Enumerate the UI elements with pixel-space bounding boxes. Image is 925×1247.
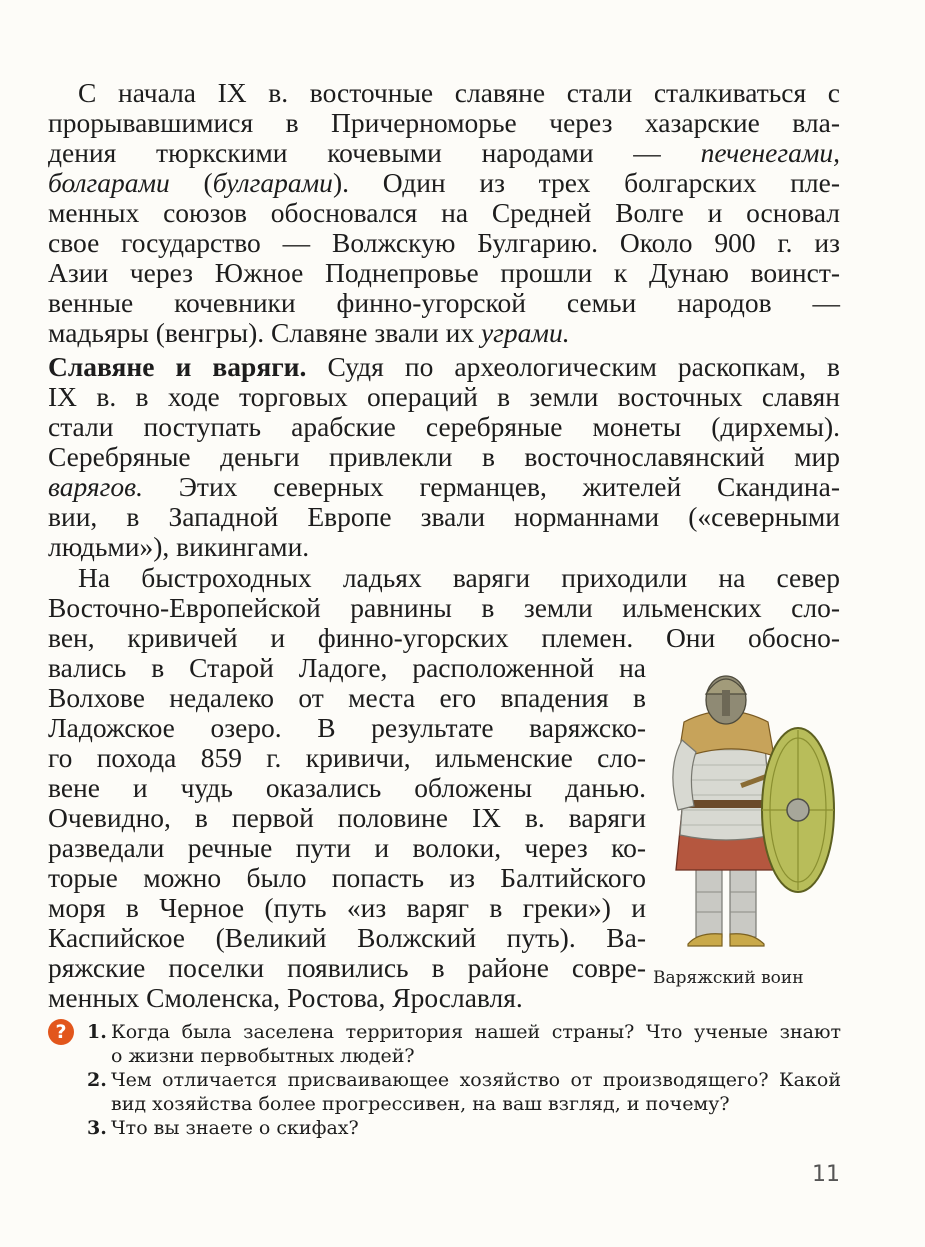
text-line: Восточно-Европейской равнины в земли ильменских сло- <box>48 592 840 623</box>
text-line: Ладожское озеро. В результате варяжско- <box>48 712 646 743</box>
text-line: разведали речные пути и волоки, через ко- <box>48 832 646 863</box>
text-line: го похода 859 г. кривичи, ильменские сло- <box>48 742 646 773</box>
text-line: торые можно было попасть из Балтийского <box>48 862 646 893</box>
text-line: людьми»), викингами. <box>48 531 310 562</box>
text-line: менных Смоленска, Ростова, Ярославля. <box>48 982 523 1013</box>
term-varyagi: варягов. <box>48 471 143 502</box>
text-line: вии, в Западной Европе звали норманнами («северными <box>48 501 840 532</box>
text-line: стали поступать арабские серебряные монеты (дирхемы). <box>48 411 840 442</box>
text-line: мадьяры (венгры). Славяне звали их уграми. <box>48 317 570 348</box>
varangian-warrior-illustration <box>648 660 838 958</box>
text-line: С начала IX в. восточные славяне стали сталкиваться с <box>78 77 840 108</box>
text-line: варягов. Этих северных германцев, жителей Скандина- <box>48 471 840 502</box>
text-line: вен, кривичей и финно-угорских племен. Они обосно- <box>48 622 840 653</box>
text-line: прорывавшимися в Причерноморье через хазарские вла- <box>48 107 840 138</box>
question-1-continued: о жизни первобытных людей? <box>111 1045 415 1067</box>
question-2: 2. Чем отличается присваивающее хозяйство от производящего? Какой <box>87 1069 841 1091</box>
text-line: Волхове недалеко от места его впадения в <box>48 682 646 713</box>
text-line: вене и чудь оказались обложены данью. <box>48 772 646 803</box>
question-icon: ? <box>48 1019 74 1045</box>
text-line: свое государство — Волжскую Булгарию. Около 900 г. из <box>48 227 840 258</box>
text-line: IX в. в ходе торговых операций в земли восточных славян <box>48 381 840 412</box>
text-line: моря в Черное (путь «из варяг в греки») и <box>48 892 646 923</box>
question-1: 1. Когда была заселена территория нашей страны? Что ученые знают <box>87 1021 841 1043</box>
text-line: Славяне и варяги. Судя по археологическим раскопкам, в <box>48 351 840 382</box>
term-pechenegi: печенегами, <box>700 137 840 168</box>
text-line: Очевидно, в первой половине IX в. варяги <box>48 802 646 833</box>
term-ugry: уграми. <box>480 317 570 348</box>
term-bulgary: булгарами <box>212 167 333 198</box>
question-3: 3. Что вы знаете о скифах? <box>87 1117 359 1139</box>
text-line: менных союзов обосновался на Средней Волге и основал <box>48 197 840 228</box>
term-bolgary: болгарами <box>48 167 170 198</box>
text-line: На быстроходных ладьях варяги приходили на север <box>78 562 840 593</box>
text-line: болгарами (булгарами). Один из трех болгарских пле- <box>48 167 841 198</box>
text-line: дения тюркскими кочевыми народами — печенегами, <box>48 137 840 168</box>
question-2-continued: вид хозяйства более прогрессивен, на ваш взгляд, и почему? <box>111 1093 730 1115</box>
text-line: вались в Старой Ладоге, расположенной на <box>48 652 646 683</box>
illustration-caption: Варяжский воин <box>653 968 804 988</box>
section-heading: Славяне и варяги. <box>48 351 307 382</box>
text-line: ряжские поселки появились в районе совре- <box>48 952 646 983</box>
text-line: венные кочевники финно-угорской семьи народов — <box>48 287 840 318</box>
text-line: Азии через Южное Поднепровье прошли к Дунаю воинст- <box>48 257 840 288</box>
page-number: 11 <box>812 1162 840 1187</box>
text-line: Серебряные деньги привлекли в восточнославянский мир <box>48 441 840 472</box>
text-line: Каспийское (Великий Волжский путь). Ва- <box>48 922 646 953</box>
